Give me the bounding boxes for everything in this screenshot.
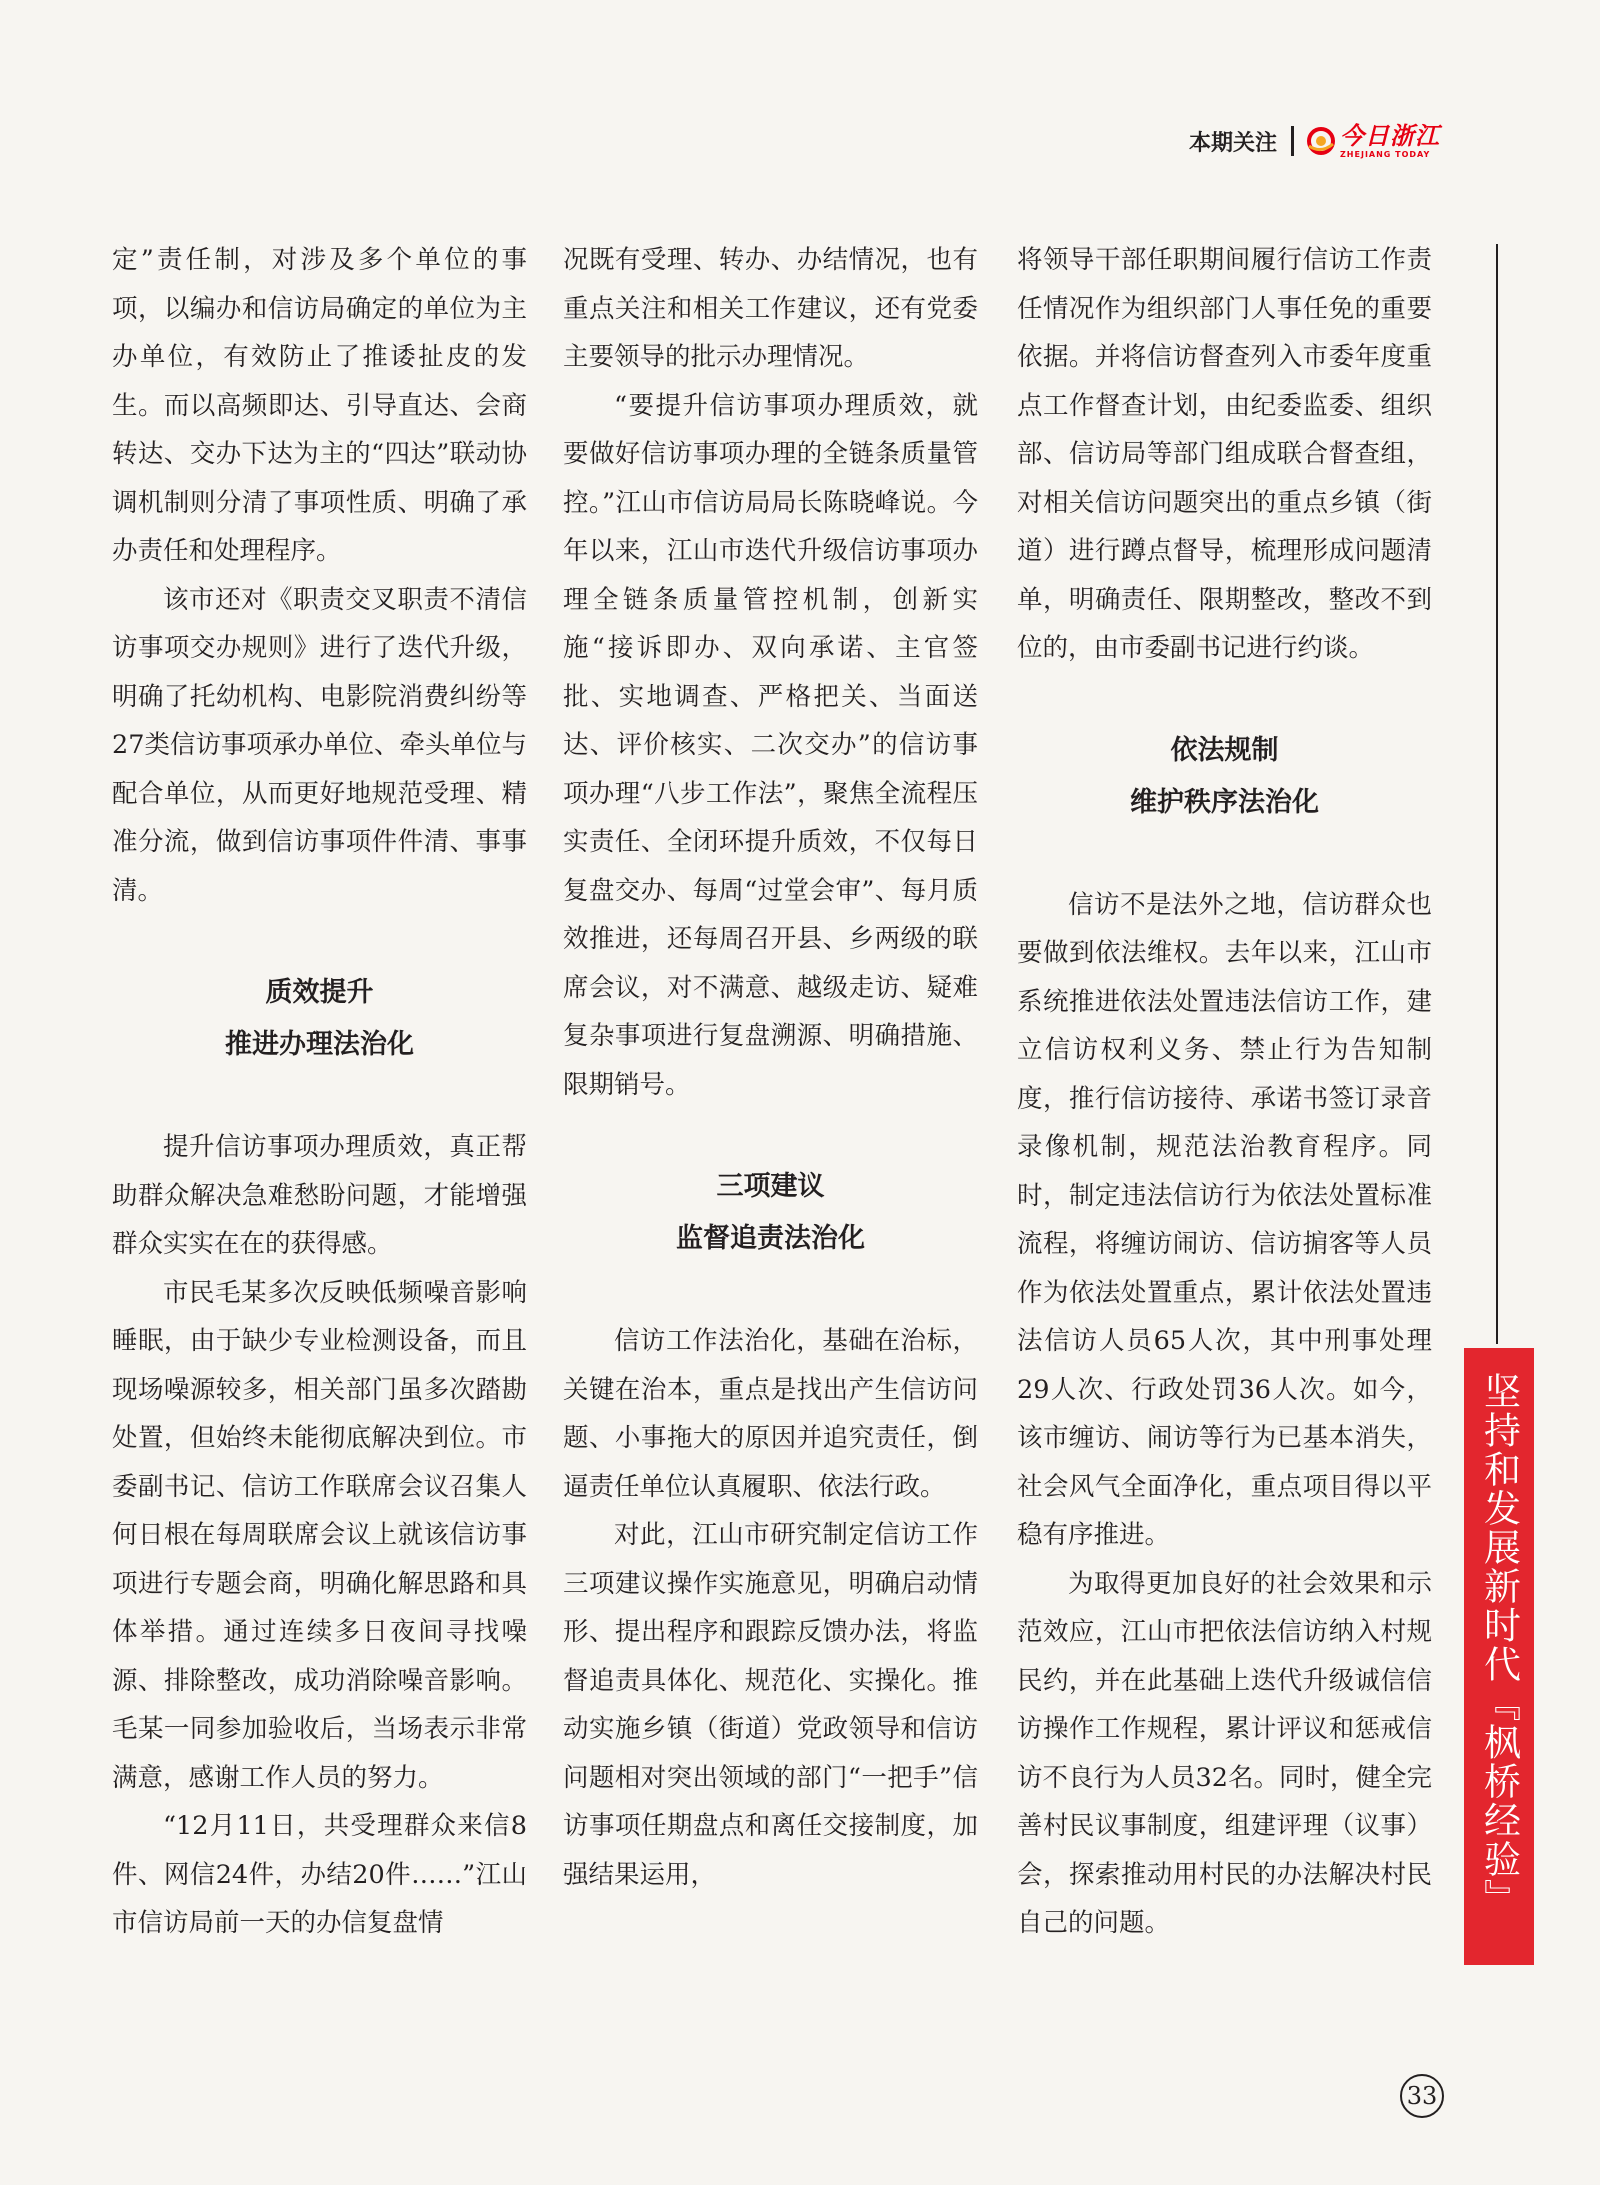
- paragraph: 将领导干部任职期间履行信访工作责任情况作为组织部门人事任免的重要依据。并将信访督查列入市委年度重点工作督查计划，由纪委监委、组织部、信访局等部门组成联合督查组，对相关信访问题突出的重点乡镇（街道）进行蹲点督导，梳理形成问题清单，明确责任、限期整改，整改不到位的，由市委副书记进行约谈。: [1017, 245, 1432, 663]
- paragraph: 信访工作法治化，基础在治标，关键在治本，重点是找出产生信访问题、小事拖大的原因并追究责任，倒逼责任单位认真履职、依法行政。: [563, 1326, 978, 1502]
- logo-chinese-text: 今日浙江: [1340, 120, 1440, 150]
- paragraph: 对此，江山市研究制定信访工作三项建议操作实施意见，明确启动情形、提出程序和跟踪反馈办法，将监督追责具体化、规范化、实操化。推动实施乡镇（街道）党政领导和信访问题相对突出领域的部门“一把手”信访事项任期盘点和离任交接制度，加强结果运用，: [563, 1520, 978, 1890]
- page-number: 33: [1400, 2074, 1444, 2118]
- paragraph: 该市还对《职责交叉职责不清信访事项交办规则》进行了迭代升级，明确了托幼机构、电影院消费纠纷等27类信访事项承办单位、牵头单位与配合单位，从而更好地规范受理、精准分流，做到信访事项件件清、事事清。: [112, 584, 527, 906]
- heading-line: 三项建议: [716, 1171, 825, 1202]
- heading-line: 依法规制: [1170, 734, 1279, 766]
- heading-line: 推进办理法治化: [225, 1029, 414, 1060]
- logo-english-text: ZHEJIANG TODAY: [1340, 149, 1431, 159]
- heading-line: 监督追责法治化: [676, 1223, 865, 1254]
- section-heading: [112, 967, 527, 1071]
- logo-mark-icon: [1306, 126, 1336, 156]
- heading-line: 质效提升: [265, 977, 374, 1008]
- paragraph: 提升信访事项办理质效，真正帮助群众解决急难愁盼问题，才能增强群众实实在在的获得感。: [112, 1132, 527, 1259]
- paragraph: 信访不是法外之地，信访群众也要做到依法维权。去年以来，江山市系统推进依法处置违法信访工作，建立信访权利义务、禁止行为告知制度，推行信访接待、承诺书签订录音录像机制，规范法治教育程序。同时，制定违法信访行为依法处置标准流程，将缠访闹访、信访掮客等人员作为依法处置重点，累计依法处置违法信访人员65人次，其中刑事处理29人次、行政处罚36人次。如今，该市缠访、闹访等行为已基本消失，社会风气全面净化，重点项目得以平稳有序推进。: [1017, 889, 1432, 1550]
- header-divider: [1291, 126, 1294, 156]
- side-banner: [1464, 1348, 1534, 1965]
- paragraph: “12月11日，共受理群众来信8件、网信24件，办结20件……”江山市信访局前一天的办信复盘情: [112, 1811, 527, 1938]
- section-label: 本期关注: [1188, 130, 1277, 156]
- section-heading: [1017, 725, 1432, 829]
- logo: [1306, 120, 1440, 159]
- page-header: [1189, 118, 1440, 164]
- heading-line: 维护秩序法治化: [1130, 786, 1319, 818]
- paragraph: 为取得更加良好的社会效果和示范效应，江山市把依法信访纳入村规民约，并在此基础上迭代升级诚信信访操作工作规程，累计评议和惩戒信访不良行为人员32名。同时，健全完善村民议事制度，组建评理（议事）会，探索推动用村民的办法解决村民自己的问题。: [1017, 1568, 1432, 1938]
- paragraph: 况既有受理、转办、办结情况，也有重点关注和相关工作建议，还有党委主要领导的批示办理情况。: [563, 245, 978, 372]
- column-3: [1017, 236, 1432, 1948]
- paragraph: 定”责任制，对涉及多个单位的事项，以编办和信访局确定的单位为主办单位，有效防止了推诿扯皮的发生。而以高频即达、引导直达、会商转达、交办下达为主的“四达”联动协调机制则分清了事项性质、明确了承办责任和处理程序。: [112, 245, 527, 566]
- paragraph: 市民毛某多次反映低频噪音影响睡眠，由于缺少专业检测设备，而且现场噪源较多，相关部门虽多次踏勘处置，但始终未能彻底解决到位。市委副书记、信访工作联席会议召集人何日根在每周联席会议上就该信访事项进行专题会商，明确化解思路和具体举措。通过连续多日夜间寻找噪源、排除整改，成功消除噪音影响。毛某一同参加验收后，当场表示非常满意，感谢工作人员的努力。: [112, 1277, 527, 1793]
- section-heading: [563, 1161, 978, 1265]
- paragraph: “要提升信访事项办理质效，就要做好信访事项办理的全链条质量管控。”江山市信访局局长陈晓峰说。今年以来，江山市迭代升级信访事项办理全链条质量管控机制，创新实施“接诉即办、双向承诺、主官签批、实地调查、严格把关、当面送达、评价核实、二次交办”的信访事项办理“八步工作法”，聚焦全流程压实责任、全闭环提升质效，不仅每日复盘交办、每周“过堂会审”、每月质效推进，还每周召开县、乡两级的联席会议，对不满意、越级走访、疑难复杂事项进行复盘溯源、明确措施、限期销号。: [563, 390, 978, 1100]
- column-1: [112, 236, 527, 1948]
- column-2: [563, 236, 978, 1899]
- vertical-rule: [1496, 244, 1498, 1344]
- side-banner-text: 坚持和发展新时代『枫桥经验』: [1477, 1372, 1521, 1918]
